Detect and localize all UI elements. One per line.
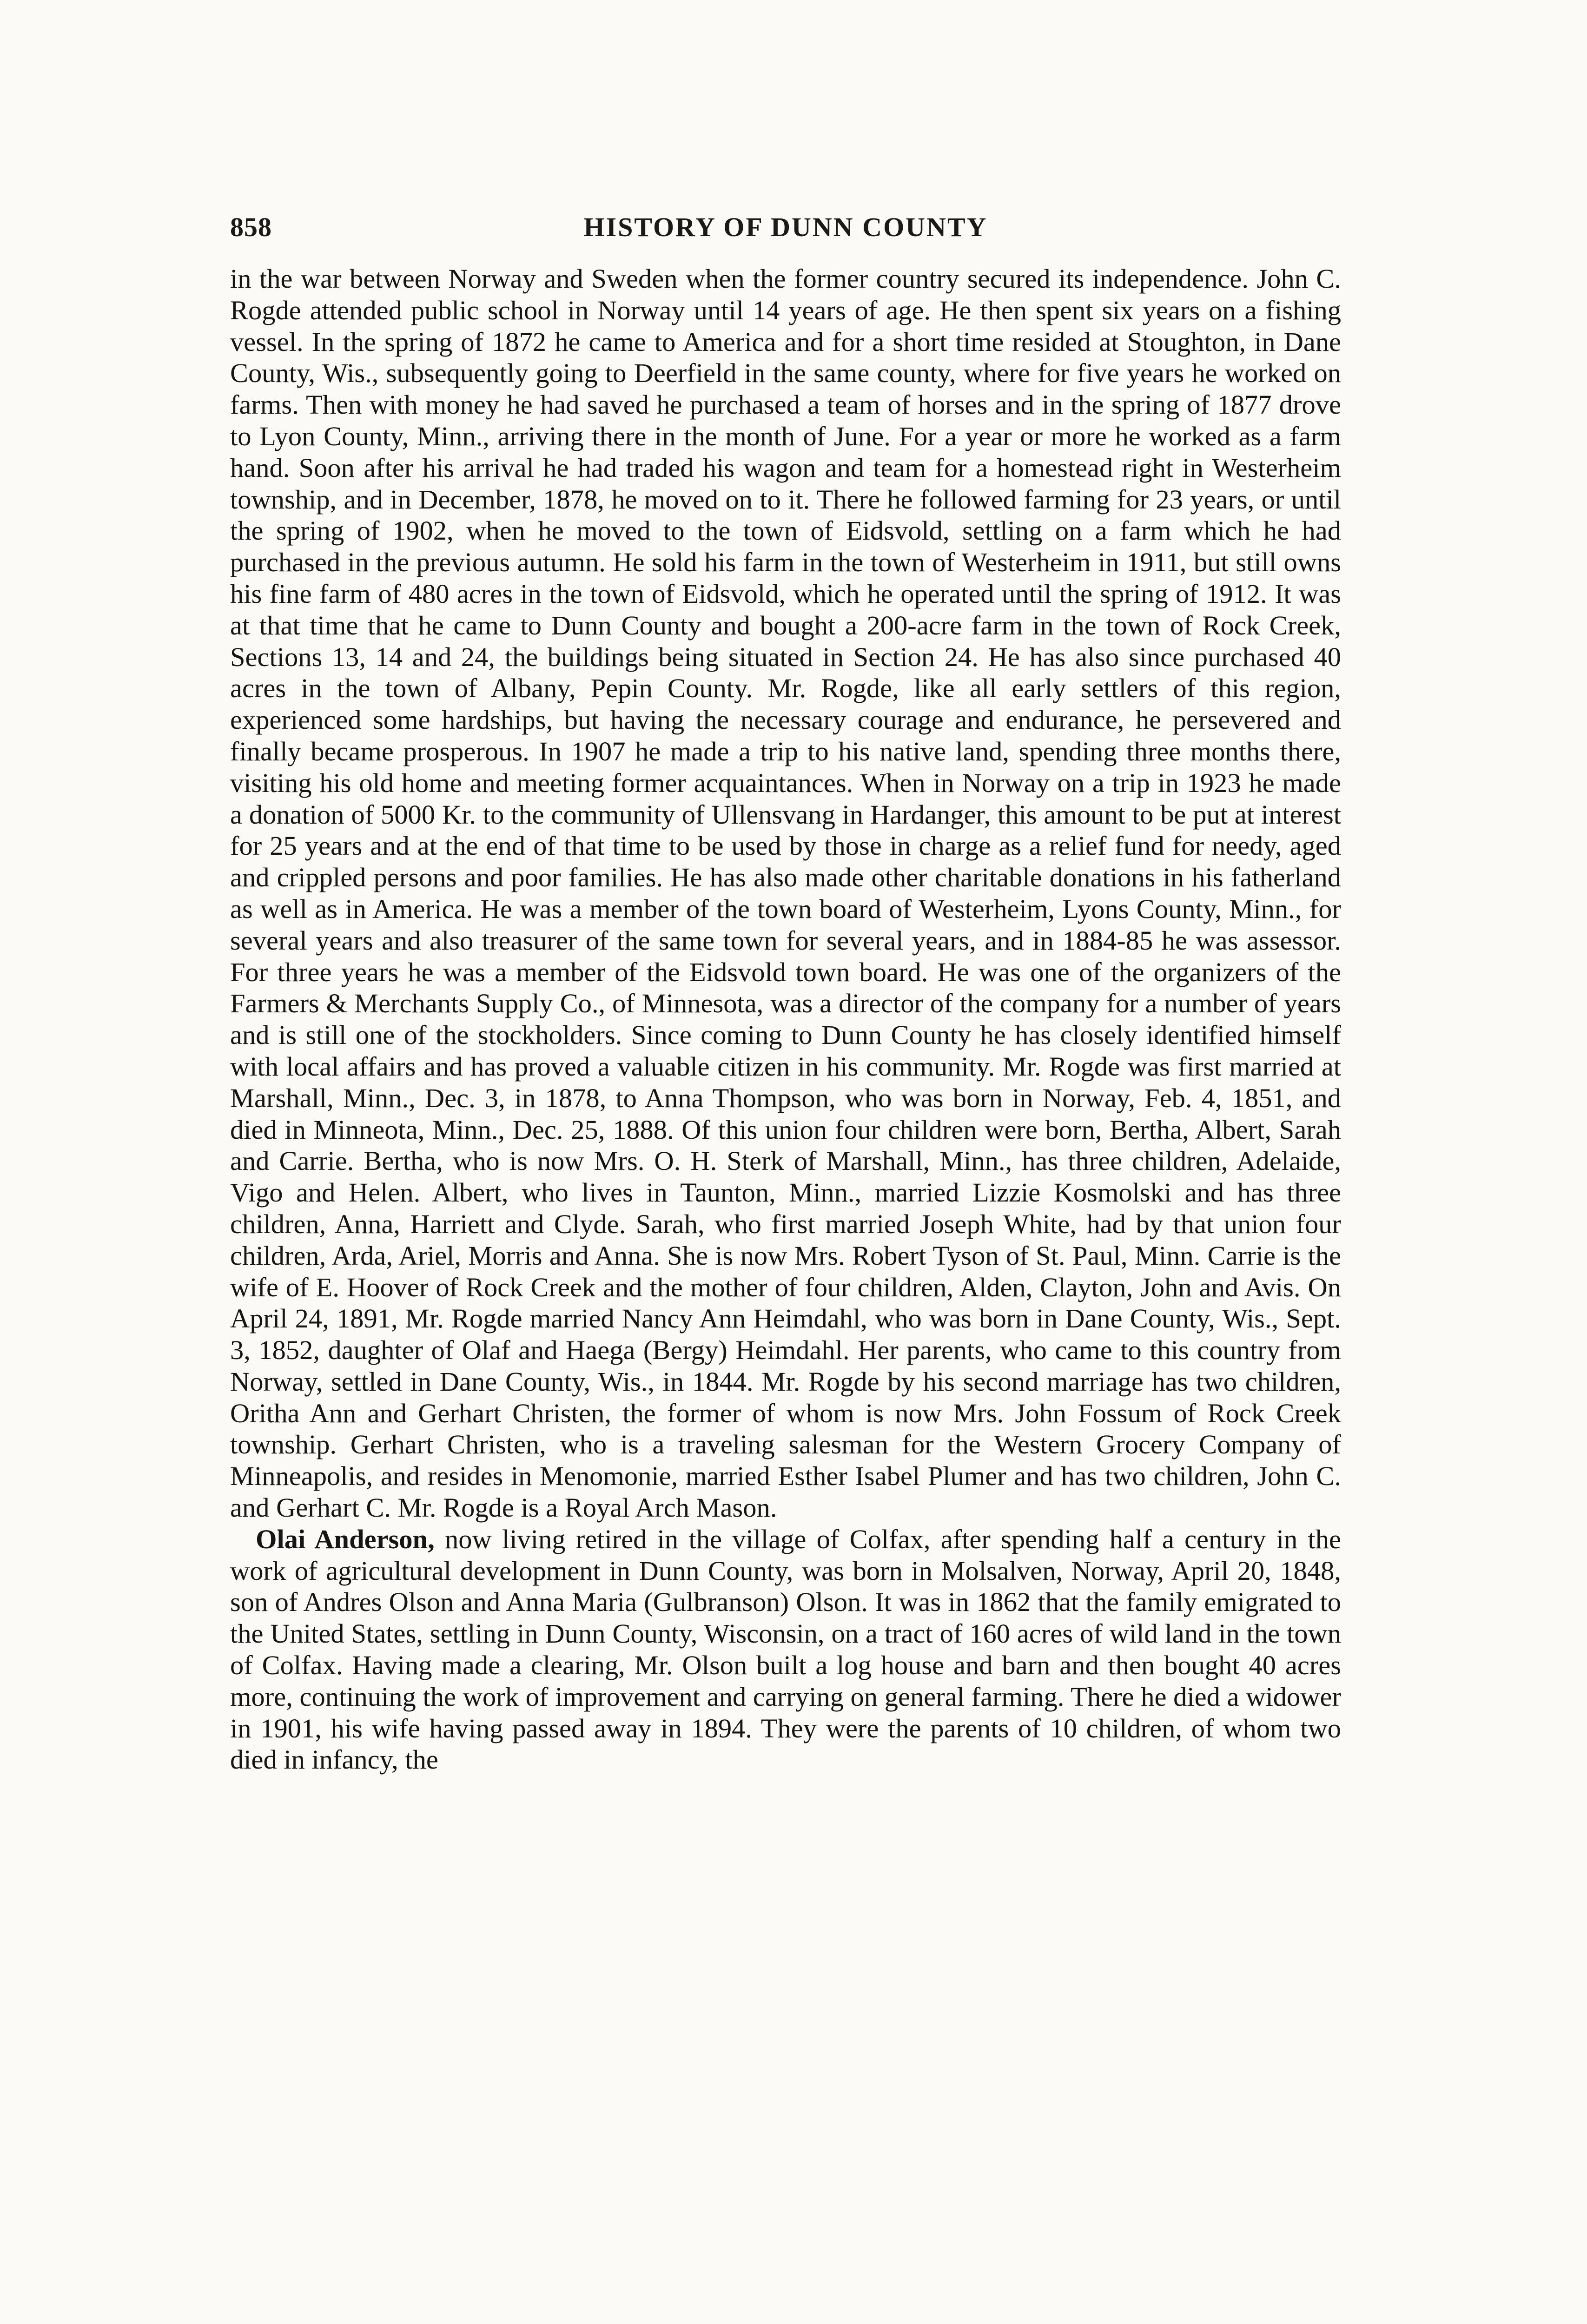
page-number: 858: [230, 212, 272, 242]
paragraph-anderson: [230, 1524, 1341, 1776]
paragraph-text: now living retired in the village of Colfax, after spending half a century in the work of agricultural development in Dunn County, was born in Molsalven, Norway, April 20, 1848, son of Andres Olson and Anna Maria (Gulbranson) Olson. It was in 1862 that the family emigrated to the United States, settling in Dunn County, Wisconsin, on a tract of 160 acres of wild land in the town of Colfax. Having made a clearing, Mr. Olson built a log house and barn and then bought 40 acres more, continuing the work of improvement and carrying on general farming. There he died a widower in 1901, his wife having passed away in 1894. They were the parents of 10 children, of whom two died in infancy, the: [230, 1524, 1341, 1775]
paragraph-text: in the war between Norway and Sweden when the former country secured its independence. John C. Rogde attended public school in Norway until 14 years of age. He then spent six years on a fishing vessel. In the spring of 1872 he came to America and for a short time resided at Stoughton, in Dane County, Wis., subsequently going to Deerfield in the same county, where for five years he worked on farms. Then with money he had saved he purchased a team of horses and in the spring of 1877 drove to Lyon County, Minn., arriving there in the month of June. For a year or more he worked as a farm hand. Soon after his arrival he had traded his wagon and team for a homestead right in Westerheim township, and in December, 1878, he moved on to it. There he followed farming for 23 years, or until the spring of 1902, when he moved to the town of Eidsvold, settling on a farm which he had purchased in the previous autumn. He sold his farm in the town of Westerheim in 1911, but still owns his fine farm of 480 acres in the town of Eidsvold, which he operated until the spring of 1912. It was at that time that he came to Dunn County and bought a 200-acre farm in the town of Rock Creek, Sections 13, 14 and 24, the buildings being situated in Section 24. He has also since purchased 40 acres in the town of Albany, Pepin County. Mr. Rogde, like all early settlers of this region, experienced some hardships, but having the necessary courage and endurance, he persevered and finally became prosperous. In 1907 he made a trip to his native land, spending three months there, visiting his old home and meeting former acquaintances. When in Norway on a trip in 1923 he made a donation of 5000 Kr. to the community of Ullensvang in Hardanger, this amount to be put at interest for 25 years and at the end of that time to be used by those in charge as a relief fund for needy, aged and crippled persons and poor families. He has also made other charitable donations in his fatherland as well as in America. He was a member of the town board of Westerheim, Lyons County, Minn., for several years and also treasurer of the same town for several years, and in 1884-85 he was assessor. For three years he was a member of the Eidsvold town board. He was one of the organizers of the Farmers & Merchants Supply Co., of Minnesota, was a director of the company for a number of years and is still one of the stockholders. Since coming to Dunn County he has closely identified himself with local affairs and has proved a valuable citizen in his community. Mr. Rogde was first married at Marshall, Minn., Dec. 3, in 1878, to Anna Thompson, who was born in Norway, Feb. 4, 1851, and died in Minneota, Minn., Dec. 25, 1888. Of this union four children were born, Bertha, Albert, Sarah and Carrie. Bertha, who is now Mrs. O. H. Sterk of Marshall, Minn., has three children, Adelaide, Vigo and Helen. Albert, who lives in Taunton, Minn., married Lizzie Kosmolski and has three children, Anna, Harriett and Clyde. Sarah, who first married Joseph White, had by that union four children, Arda, Ariel, Morris and Anna. She is now Mrs. Robert Tyson of St. Paul, Minn. Carrie is the wife of E. Hoover of Rock Creek and the mother of four children, Alden, Clayton, John and Avis. On April 24, 1891, Mr. Rogde married Nancy Ann Heimdahl, who was born in Dane County, Wis., Sept. 3, 1852, daughter of Olaf and Haega (Bergy) Heimdahl. Her parents, who came to this country from Norway, settled in Dane County, Wis., in 1844. Mr. Rogde by his second marriage has two children, Oritha Ann and Gerhart Christen, the former of whom is now Mrs. John Fossum of Rock Creek township. Gerhart Christen, who is a traveling salesman for the Western Grocery Company of Minneapolis, and resides in Menomonie, married Esther Isabel Plumer and has two children, John C. and Gerhart C. Mr. Rogde is a Royal Arch Mason.: [230, 264, 1341, 1523]
paragraph-lead: Olai Anderson,: [256, 1524, 435, 1554]
body-text: [230, 263, 1341, 1776]
running-head: HISTORY OF DUNN COUNTY: [583, 212, 988, 242]
paragraph-rogde: [230, 263, 1341, 1524]
page-header: [230, 211, 1341, 249]
